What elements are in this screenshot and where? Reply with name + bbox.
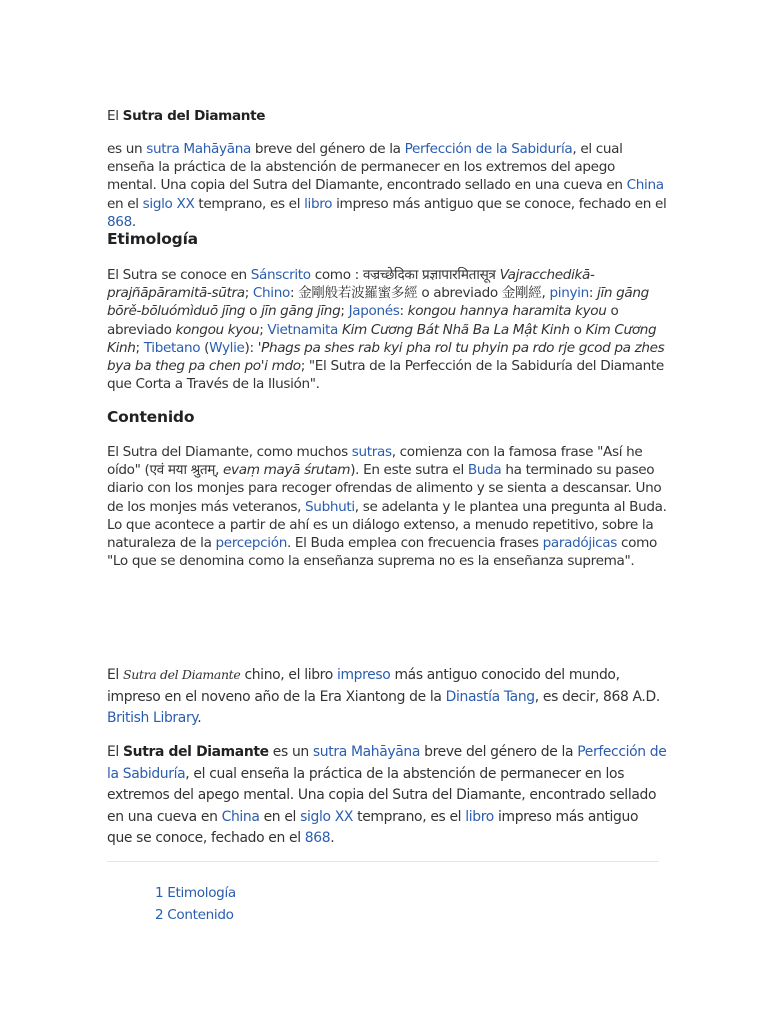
link-sutra[interactable]: sutra (146, 141, 180, 157)
link-perfeccion-sabiduria-2[interactable]: Perfección de la Sabiduría (107, 744, 667, 782)
intro-text: es un (107, 141, 147, 157)
cont-text: , se adelanta y le plantea una pregunta al Buda. Lo que acontece a partir de ahí es un diálogo extenso, a menudo repetitivo, sobre la naturaleza de la (107, 498, 667, 552)
link-pinyin[interactable]: pinyin (549, 285, 589, 302)
etim-text: como : वज्रच्छेदिका प्रज्ञापारमितासूत्र (310, 267, 500, 283)
etim-text: o abreviado (107, 303, 619, 338)
intro-text: impreso más antiguo que se conoce, fechado en el (332, 195, 667, 212)
link-libro[interactable]: libro (304, 195, 333, 212)
table-of-contents (155, 882, 236, 926)
link-subhuti[interactable]: Subhuti (305, 498, 355, 515)
link-sutra-2[interactable]: sutra (312, 744, 347, 760)
intro2-text: en el (259, 808, 301, 825)
caption-text: . (197, 710, 202, 726)
heading-etimologia: Etimología (107, 230, 198, 248)
link-wylie[interactable]: Wylie (209, 339, 245, 356)
caption-text: , es decir, 868 A.D. (534, 688, 660, 705)
cont-text: El Sutra del Diamante, como muchos (107, 444, 352, 460)
intro2-text: temprano, es el (353, 808, 466, 825)
title-prefix: El (107, 108, 119, 124)
cont-text: ). En este sutra el (350, 462, 468, 479)
etim-italic: Kim Cương Kinh (107, 321, 657, 356)
intro-paragraph (107, 140, 667, 231)
section-contenido (107, 408, 667, 426)
etim-text: El Sutra se conoce en (107, 267, 251, 283)
etim-italic: kongou hannya haramita kyou (407, 303, 607, 320)
link-buda[interactable]: Buda (467, 462, 502, 479)
etim-text: o (569, 321, 586, 338)
link-impreso[interactable]: impreso (336, 667, 391, 683)
link-tibetano[interactable]: Tibetano (143, 339, 201, 356)
intro2-bold-title: Sutra del Diamante (123, 744, 269, 760)
cont-text: , comienza con la famosa frase "Así he oído" (एवं मया श्रुतम्, (107, 444, 643, 479)
cont-text: como "Lo que se denomina como la enseñanza suprema no es la enseñanza suprema". (107, 535, 657, 570)
intro-text: breve del género de la (250, 141, 405, 157)
etim-text: ; (135, 339, 144, 356)
etim-italic: 'Phags pa shes rab kyi pha rol tu phyin pa rdo rje gcod pa zhes bya ba theg pa chen po'i mdo (107, 339, 665, 375)
intro-text: en el (107, 195, 143, 212)
link-868[interactable]: 868 (107, 213, 132, 230)
link-868-2[interactable]: 868 (304, 830, 331, 846)
link-xx-2[interactable]: XX (334, 808, 354, 825)
intro2-text: es un (268, 744, 313, 760)
link-chino[interactable]: Chino (252, 285, 290, 302)
caption-text: más antiguo conocido del mundo, impreso en el noveno año de la Era Xiantong de la (107, 667, 620, 705)
toc-item-contenido[interactable]: 2 Contenido (155, 907, 234, 923)
link-xx[interactable]: XX (176, 195, 195, 212)
link-siglo[interactable]: siglo (142, 195, 173, 212)
caption-italic: Sutra del Diamante (123, 667, 241, 682)
link-japones[interactable]: Japonés (348, 303, 400, 320)
intro2-text: El (107, 744, 124, 760)
section-etimologia (107, 230, 667, 248)
intro-text: , el cual enseña la práctica de la abstención de permanecer en los extremos del apego mental. Una copia del Sutra del Diamante, encontrado sellado en una cueva en (107, 141, 627, 194)
etim-italic: jīn gāng jīng (261, 303, 341, 320)
cont-text: ha terminado su paseo diario con los monjes para recoger ofrendas de alimento y se sienta a descansar. Uno de los monjes más veteranos, (107, 462, 662, 515)
etim-text: ; (244, 285, 253, 302)
link-china[interactable]: China (626, 177, 664, 194)
etim-text: ; (340, 303, 349, 320)
cont-italic: evaṃ mayā śrutam (223, 462, 351, 479)
intro-text: . (131, 213, 136, 230)
intro-paragraph-2 (107, 742, 667, 850)
etim-text: : (588, 285, 598, 302)
caption-text: chino, el libro (240, 667, 337, 683)
article-title: Sutra del Diamante (122, 108, 266, 124)
etim-italic: Kim Cương Bát Nhã Ba La Mật Kinh (342, 321, 570, 338)
link-mahayana-2[interactable]: Mahāyāna (350, 744, 421, 760)
etim-text: ( (200, 339, 210, 356)
intro2-text: breve del género de la (420, 744, 578, 760)
heading-contenido: Contenido (107, 408, 195, 426)
image-caption (107, 664, 667, 730)
etim-text: : (399, 303, 408, 320)
etim-text: o (245, 303, 262, 320)
etim-italic: jīn gāng bōrě-bōluómìduō jīng (107, 285, 649, 320)
link-vietnamita[interactable]: Vietnamita (267, 321, 339, 338)
link-paradojicas[interactable]: paradójicas (542, 535, 618, 552)
contenido-paragraph (107, 443, 667, 570)
etim-text: ): (244, 339, 258, 356)
cont-text: . El Buda emplea con frecuencia frases (286, 535, 543, 552)
intro2-text: impreso más antiguo que se conoce, fechado en el (107, 808, 639, 846)
link-british-library[interactable]: British Library (107, 710, 198, 726)
divider (107, 861, 659, 862)
link-percepcion[interactable]: percepción (215, 535, 287, 552)
etim-text: ; "El Sutra de la Perfección de la Sabiduría del Diamante que Corta a Través de la Ilusión". (107, 358, 664, 393)
intro2-text: . (330, 830, 335, 846)
toc-item-etimologia[interactable]: 1 Etimología (155, 885, 236, 901)
intro-text: temprano, es el (194, 195, 305, 212)
etim-italic: Vajracchedikā-prajñāpāramitā-sūtra (107, 267, 595, 302)
etim-text: ; (259, 321, 268, 338)
link-libro-2[interactable]: libro (465, 808, 494, 825)
etim-italic: kongou kyou (175, 321, 260, 338)
etim-text: : 金剛般若波羅蜜多經 o abreviado 金剛經, (289, 285, 550, 302)
link-sanscrito[interactable]: Sánscrito (250, 267, 311, 283)
etimologia-paragraph (107, 266, 667, 393)
link-siglo-2[interactable]: siglo (300, 808, 331, 825)
link-sutras[interactable]: sutras (351, 444, 392, 460)
article-title-line (107, 107, 667, 125)
link-dinastia-tang[interactable]: Dinastía Tang (445, 688, 535, 705)
link-mahayana[interactable]: Mahāyāna (183, 141, 251, 157)
caption-text: El (107, 667, 124, 683)
link-china-2[interactable]: China (221, 808, 260, 825)
intro2-text: , el cual enseña la práctica de la abstención de permanecer en los extremos del apego mental. Una copia del Sutra del Diamante, encontrado sellado en una cueva en (107, 765, 657, 825)
link-perfeccion-sabiduria[interactable]: Perfección de la Sabiduría (404, 141, 573, 157)
